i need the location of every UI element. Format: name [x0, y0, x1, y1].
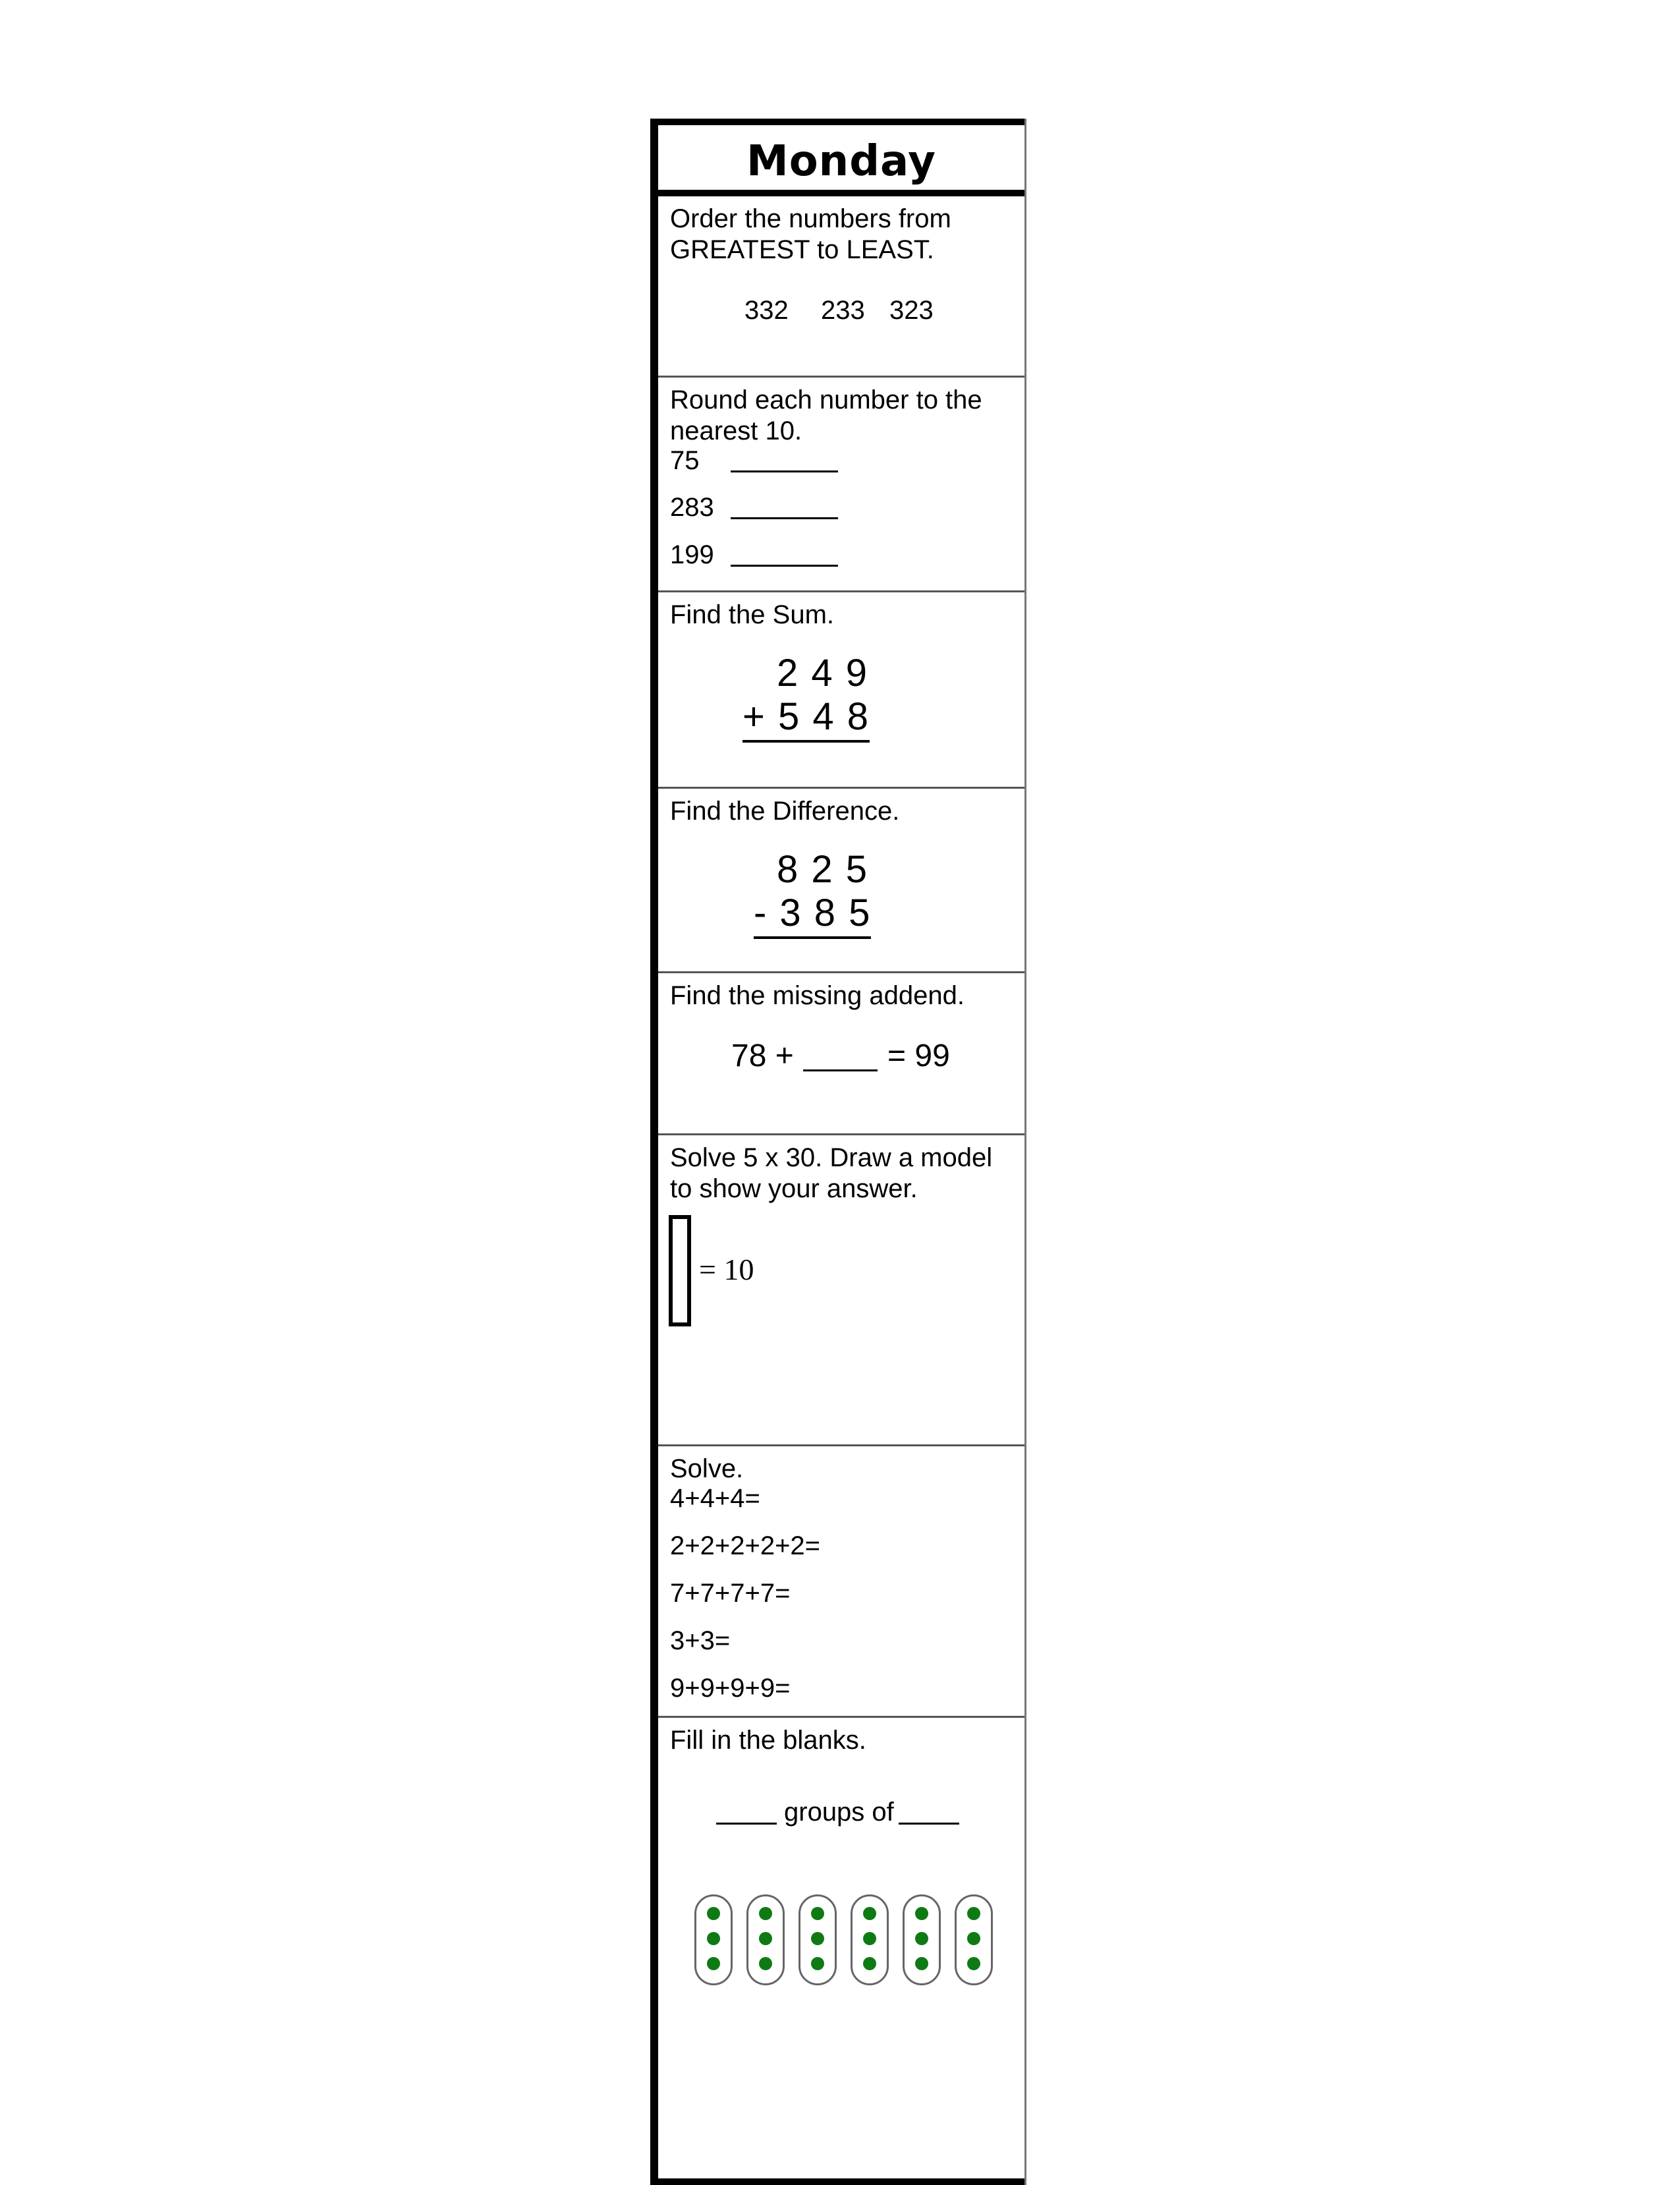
- order-number: 233: [821, 296, 865, 325]
- model-key: = 10: [699, 1253, 754, 1286]
- day-title: Monday: [746, 137, 936, 186]
- addend-left: 78 +: [731, 1038, 794, 1073]
- round-item: 283: [670, 493, 714, 522]
- worksheet-strip: [650, 119, 1026, 2185]
- model-prompt-line2: to show your answer.: [670, 1174, 918, 1203]
- solve-section: [658, 1446, 1024, 1718]
- top-border: [650, 119, 1026, 125]
- solve-item: 7+7+7+7=: [670, 1579, 791, 1608]
- round-section: [658, 378, 1024, 592]
- dot: [915, 1932, 928, 1945]
- group-oval: [694, 1894, 733, 1985]
- dot: [707, 1932, 720, 1945]
- group-oval: [746, 1894, 785, 1985]
- solve-item: 9+9+9+9=: [670, 1674, 791, 1703]
- solve-item: 2+2+2+2+2=: [670, 1531, 821, 1560]
- order-prompt-line2: GREATEST to LEAST.: [670, 235, 934, 264]
- dot: [759, 1957, 772, 1970]
- difference-prompt: Find the Difference.: [670, 797, 900, 826]
- group-oval: [903, 1894, 941, 1985]
- dot: [811, 1932, 824, 1945]
- addend-section: [658, 973, 1024, 1135]
- dot: [967, 1907, 980, 1920]
- dot: [707, 1907, 720, 1920]
- order-prompt-line1: Order the numbers from: [670, 204, 951, 233]
- dot: [967, 1957, 980, 1970]
- header: [658, 125, 1024, 190]
- model-prompt-line1: Solve 5 x 30. Draw a model: [670, 1143, 993, 1172]
- solve-item: 3+3=: [670, 1626, 731, 1655]
- group-size-blank[interactable]: [899, 1823, 959, 1825]
- order-number: 332: [744, 296, 789, 325]
- header-rule: [658, 190, 1024, 196]
- blanks-prompt: Fill in the blanks.: [670, 1726, 866, 1755]
- sum-section: [658, 592, 1024, 789]
- group-oval: [851, 1894, 889, 1985]
- ten-rod-icon: [669, 1215, 691, 1326]
- right-border: [1024, 119, 1026, 2185]
- dot: [759, 1907, 772, 1920]
- dot: [863, 1957, 876, 1970]
- model-section: [658, 1135, 1024, 1446]
- round-item: 199: [670, 540, 714, 569]
- left-border: [650, 119, 658, 2185]
- group-oval: [955, 1894, 993, 1985]
- round-prompt-line1: Round each number to the: [670, 385, 982, 414]
- group-oval: [798, 1894, 837, 1985]
- dot: [863, 1932, 876, 1945]
- round-item: 75: [670, 446, 700, 475]
- bottom-border: [650, 2178, 1026, 2185]
- addend-blank[interactable]: [803, 1069, 878, 1071]
- dot: [707, 1957, 720, 1970]
- answer-blank[interactable]: [731, 565, 838, 567]
- dot: [811, 1907, 824, 1920]
- solve-prompt: Solve.: [670, 1454, 744, 1483]
- dot: [915, 1957, 928, 1970]
- sum-bottom-number: + 5 4 8: [742, 695, 870, 743]
- dot: [915, 1907, 928, 1920]
- dot: [863, 1907, 876, 1920]
- dot: [759, 1932, 772, 1945]
- addend-right: = 99: [887, 1038, 950, 1073]
- order-section: [658, 196, 1024, 378]
- difference-section: [658, 789, 1024, 973]
- sum-prompt: Find the Sum.: [670, 600, 835, 629]
- difference-top-number: 8 2 5: [777, 848, 868, 891]
- round-prompt-line2: nearest 10.: [670, 416, 802, 445]
- sum-top-number: 2 4 9: [777, 652, 868, 695]
- blanks-section: [658, 1718, 1024, 2178]
- groups-of-label: groups of: [784, 1798, 894, 1827]
- difference-bottom-number: - 3 8 5: [754, 892, 871, 939]
- solve-item: 4+4+4=: [670, 1484, 760, 1513]
- order-number: 323: [889, 296, 934, 325]
- answer-blank[interactable]: [731, 470, 838, 472]
- answer-blank[interactable]: [731, 517, 838, 519]
- dot: [967, 1932, 980, 1945]
- addend-prompt: Find the missing addend.: [670, 981, 965, 1010]
- groups-count-blank[interactable]: [716, 1823, 777, 1825]
- dot: [811, 1957, 824, 1970]
